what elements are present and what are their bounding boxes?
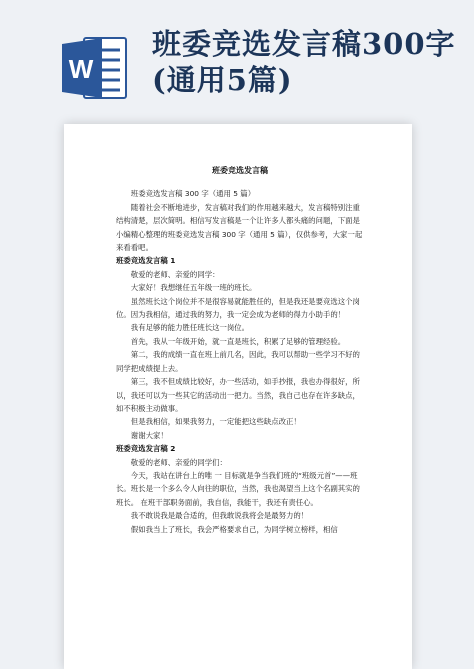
page-heading: 班委竞选发言稿	[212, 166, 268, 175]
section-heading: 班委竞选发言稿 2	[116, 444, 176, 454]
paragraph: 随着社会不断地进步，发言稿对我们的作用越来越大，发言稿特别注重结构清楚，层次简明。相信写发言稿是一个让许多人都头痛的问题，下面是小编精心整理的班委竞选发言稿 300 字（通用 5 篇），仅供参考，大家一起来看看吧。	[116, 202, 363, 253]
paragraph: 虽然班长这个岗位并不是很容易就能胜任的，但是我还是要竞选这个岗位。因为我相信，通过我的努力，我一定会成为老师的得力小助手的！	[116, 296, 360, 320]
paragraph: 但是我相信，如果我努力，一定能把这些缺点改正！	[130, 417, 301, 427]
paragraph: 今天，我站在讲台上的唯 一 目标就是争当我们班的“班级元首”——班长。班长是一个多么令人向往的职位，当然，我也渴望当上这个名副其实的班长。 在班干部职务面前，我自信，我能干，我还有责任心。	[116, 470, 360, 507]
section-heading: 班委竞选发言稿 1	[116, 256, 176, 266]
word-document-icon	[62, 36, 128, 100]
paragraph: 我有足够的能力胜任班长这一岗位。	[130, 323, 250, 333]
paragraph: 敬爱的老师、亲爱的同学：	[130, 269, 220, 279]
document-title: 班委竞选发言稿300字(通用5篇)	[152, 27, 456, 97]
document-blocks	[116, 187, 364, 536]
header	[0, 0, 474, 112]
paragraph: 大家好！我想继任五年级一班的班长。	[130, 283, 257, 293]
paragraph: 第三，我不但成绩比较好，办一些活动，如手抄报，我也办得很好，所以，我还可以为一些其它的活动出一把力。当然，我自己也存在许多缺点，如不积极主动做事。	[116, 377, 360, 413]
paragraph: 首先，我从一年级开始，就一直是班长，积累了足够的管理经验。	[130, 336, 346, 346]
paragraph: 我不敢说我是最合适的，但我敢说我将会是最努力的！	[130, 511, 309, 521]
svg-text:W: W	[68, 54, 94, 84]
paragraph: 第二，我的成绩一直在班上前几名，因此，我可以帮助一些学习不好的同学把成绩提上去。	[116, 350, 360, 373]
paragraph: 班委竞选发言稿 300 字（通用 5 篇）	[130, 189, 256, 199]
document-page	[64, 124, 412, 669]
paragraph: 假如我当上了班长，我会严格要求自己，为同学树立榜样，相信	[130, 524, 338, 534]
paragraph: 敬爱的老师、亲爱的同学们：	[130, 457, 227, 467]
document-body	[116, 164, 364, 536]
paragraph: 谢谢大家！	[130, 430, 168, 440]
